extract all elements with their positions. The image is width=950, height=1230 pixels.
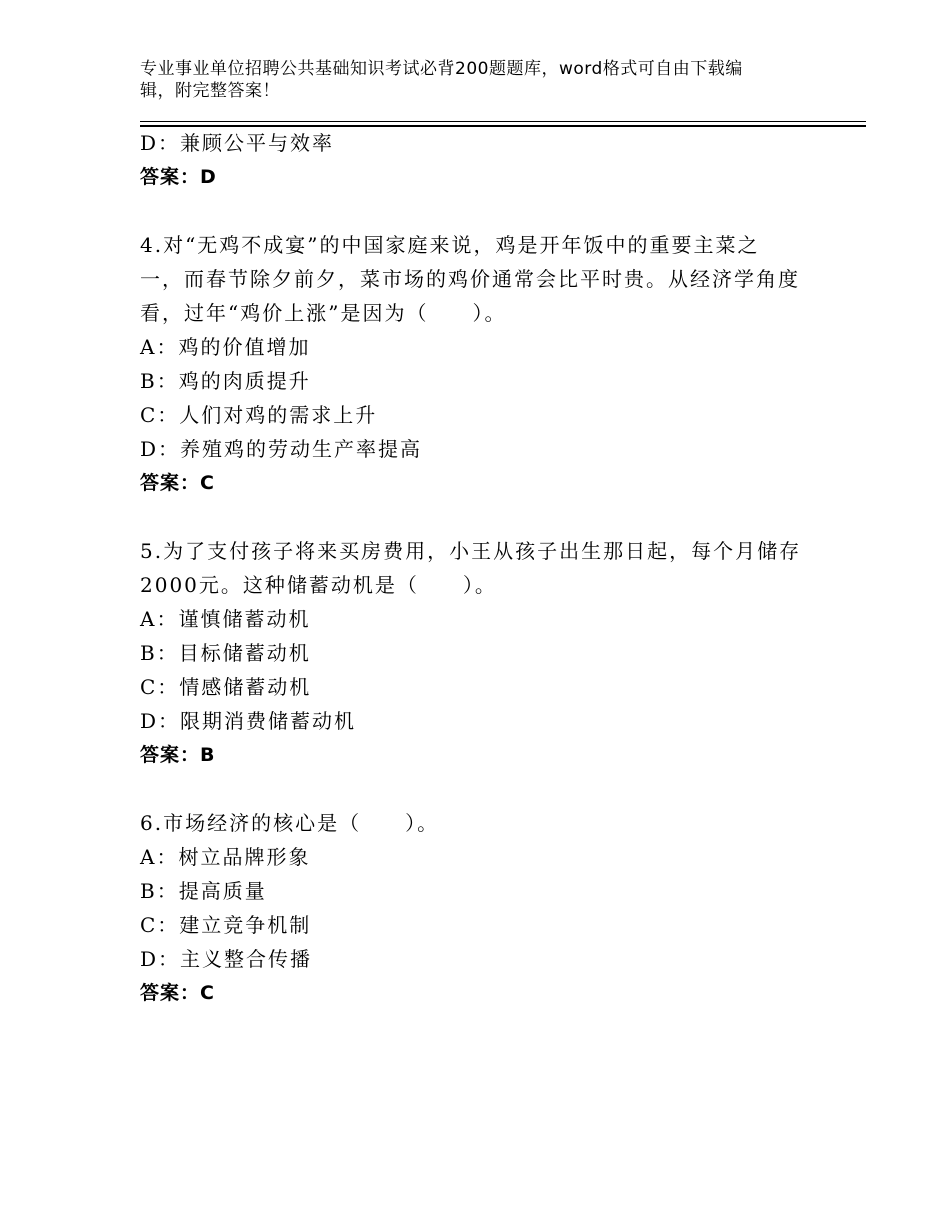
header-line-2: 辑，附完整答案！ — [140, 81, 280, 101]
option-b: B：鸡的肉质提升 — [140, 369, 311, 393]
answer-line: 答案：C — [140, 472, 215, 494]
option-c: C：建立竞争机制 — [140, 913, 312, 937]
option-a: A：树立品牌形象 — [140, 845, 311, 869]
option-a: A：谨慎储蓄动机 — [140, 607, 311, 631]
option-c: C：情感储蓄动机 — [140, 675, 312, 699]
answer-line: 答案：D — [140, 166, 217, 188]
option-b: B：提高质量 — [140, 879, 267, 903]
answer-line: 答案：B — [140, 744, 216, 766]
answer-line: 答案：C — [140, 982, 215, 1004]
question-stem-line: 2000元。这种储蓄动机是（ ）。 — [140, 573, 497, 597]
question-6 — [140, 806, 820, 1010]
option-d: D：兼顾公平与效率 — [140, 131, 335, 155]
question-4 — [140, 228, 820, 500]
question-stem-line: 一，而春节除夕前夕，菜市场的鸡价通常会比平时贵。从经济学角度 — [140, 267, 800, 291]
option-a: A：鸡的价值增加 — [140, 335, 311, 359]
option-b: B：目标储蓄动机 — [140, 641, 311, 665]
option-d: D：限期消费储蓄动机 — [140, 709, 357, 733]
header-rule-thin — [140, 121, 866, 122]
option-c: C：人们对鸡的需求上升 — [140, 403, 378, 427]
header-line-1: 专业事业单位招聘公共基础知识考试必背200题题库，word格式可自由下载编 — [140, 59, 743, 79]
question-stem-line: 6.市场经济的核心是（ ）。 — [140, 811, 440, 835]
question-5 — [140, 534, 820, 772]
option-d: D：主义整合传播 — [140, 947, 313, 971]
question-stem-line: 5.为了支付孩子将来买房费用，小王从孩子出生那日起，每个月储存 — [140, 539, 802, 563]
spacer — [140, 772, 820, 806]
option-d: D：养殖鸡的劳动生产率提高 — [140, 437, 423, 461]
page-header — [140, 58, 820, 102]
spacer — [140, 194, 820, 228]
question-stem-line: 4.对“无鸡不成宴”的中国家庭来说，鸡是开年饭中的重要主菜之 — [140, 233, 760, 257]
spacer — [140, 500, 820, 534]
document-body — [140, 126, 820, 1010]
prev-question-tail — [140, 126, 820, 194]
question-stem-line: 看，过年“鸡价上涨”是因为（ ）。 — [140, 301, 507, 325]
